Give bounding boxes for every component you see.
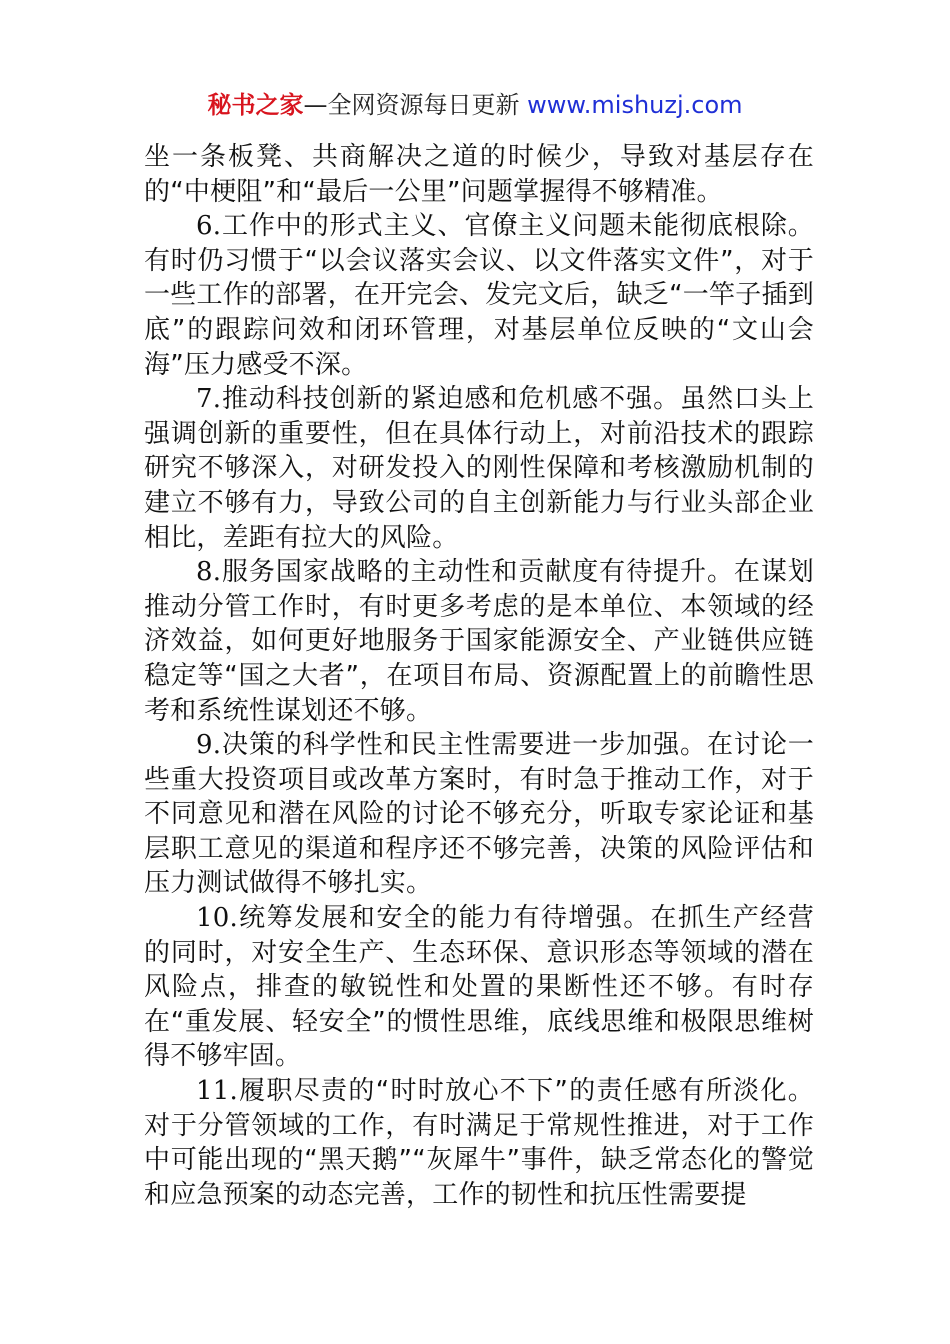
paragraph-number: 10. (196, 903, 238, 934)
paragraph-item-10 (144, 901, 814, 1074)
paragraph-continuation (144, 140, 814, 209)
paragraph-number: 8. (196, 557, 222, 588)
paragraph-text: 推动科技创新的紧迫感和危机感不强。虽然口头上强调创新的重要性，但在具体行动上，对前沿技术的跟踪研究不够深入，对研发投入的刚性保障和考核激励机制的建立不够有力，导致公司的自主创新能力与行业头部企业相比，差距有拉大的风险。 (144, 384, 814, 553)
paragraph-number: 6. (196, 211, 222, 242)
document-body (144, 140, 814, 1212)
paragraph-text: 坐一条板凳、共商解决之道的时候少，导致对基层存在的“中梗阻”和“最后一公里”问题掌握得不够精准。 (144, 142, 814, 207)
paragraph-item-7 (144, 382, 814, 555)
paragraph-text: 决策的科学性和民主性需要进一步加强。在讨论一些重大投资项目或改革方案时，有时急于推动工作，对于不同意见和潜在风险的讨论不够充分，听取专家论证和基层职工意见的渠道和程序还不够完善，决策的风险评估和压力测试做得不够扎实。 (144, 730, 814, 899)
paragraph-number: 7. (196, 384, 222, 415)
paragraph-item-6 (144, 209, 814, 382)
paragraph-text: 履职尽责的“时时放心不下”的责任感有所淡化。对于分管领域的工作，有时满足于常规性推进，对于工作中可能出现的“黑天鹅”“灰犀牛”事件，缺乏常态化的警觉和应急预案的动态完善，工作的韧性和抗压性需要提 (144, 1076, 814, 1210)
brand-name: 秘书之家 (207, 91, 304, 119)
header-tagline: —全网资源每日更新 (303, 91, 520, 119)
page-header (0, 88, 950, 122)
paragraph-number: 9. (196, 730, 222, 761)
paragraph-item-9 (144, 728, 814, 901)
site-url-link[interactable]: www.mishuzj.com (527, 91, 743, 119)
paragraph-text: 工作中的形式主义、官僚主义问题未能彻底根除。有时仍习惯于“以会议落实会议、以文件落实文件”，对于一些工作的部署，在开完会、发完文后，缺乏“一竿子插到底”的跟踪问效和闭环管理，对基层单位反映的“文山会海”压力感受不深。 (144, 211, 814, 380)
paragraph-item-8 (144, 555, 814, 728)
paragraph-text: 统筹发展和安全的能力有待增强。在抓生产经营的同时，对安全生产、生态环保、意识形态等领域的潜在风险点，排查的敏锐性和处置的果断性还不够。有时存在“重发展、轻安全”的惯性思维，底线思维和极限思维树得不够牢固。 (144, 903, 814, 1072)
paragraph-number: 11. (196, 1076, 238, 1107)
paragraph-item-11 (144, 1074, 814, 1212)
paragraph-text: 服务国家战略的主动性和贡献度有待提升。在谋划推动分管工作时，有时更多考虑的是本单位、本领域的经济效益，如何更好地服务于国家能源安全、产业链供应链稳定等“国之大者”，在项目布局、资源配置上的前瞻性思考和系统性谋划还不够。 (144, 557, 814, 726)
